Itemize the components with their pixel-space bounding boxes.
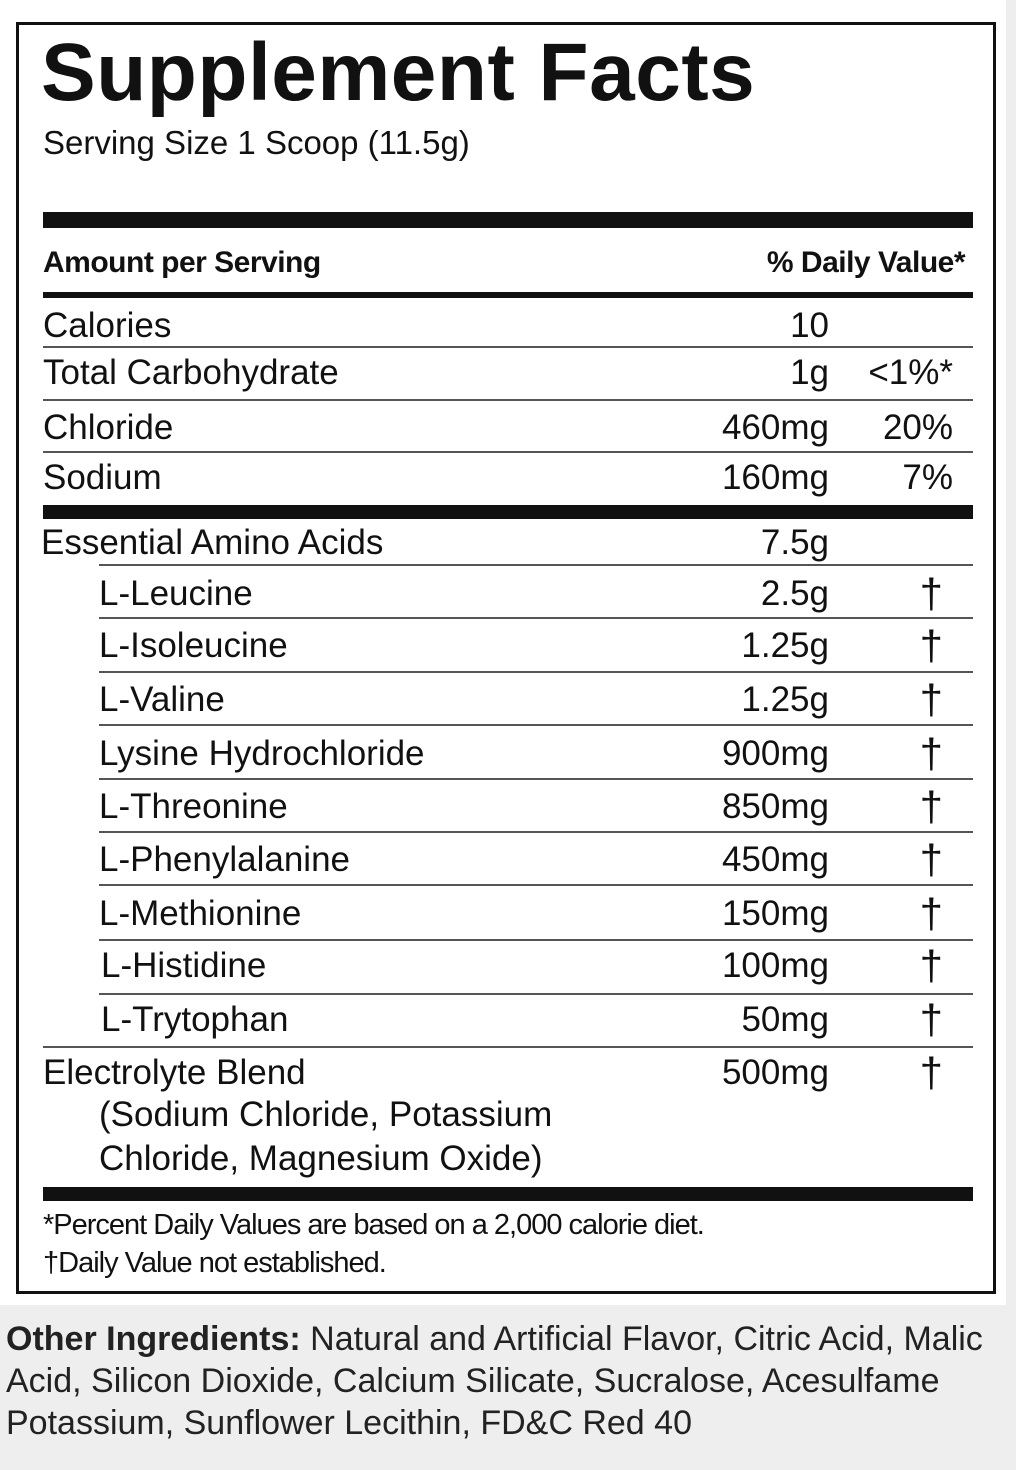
row-divider xyxy=(99,671,973,673)
row-divider xyxy=(99,778,973,780)
eaa-row xyxy=(19,518,973,568)
amino-name: L-Leucine xyxy=(99,574,253,613)
amount-per-serving-header: Amount per Serving xyxy=(43,246,321,279)
amino-amount: 850mg xyxy=(721,787,829,826)
footnote-dagger: †Daily Value not established. xyxy=(43,1247,386,1279)
amino-name: L-Phenylalanine xyxy=(99,840,351,879)
dagger-symbol: † xyxy=(919,783,943,830)
amino-amount: 900mg xyxy=(721,734,829,773)
amino-row-isoleucine xyxy=(19,621,973,671)
row-divider xyxy=(43,399,973,401)
supplement-facts-box xyxy=(16,22,996,1294)
amino-row-valine xyxy=(19,675,973,725)
amino-row-histidine xyxy=(19,941,973,991)
panel-title: Supplement Facts xyxy=(41,27,756,118)
electrolyte-amount: 500mg xyxy=(721,1053,829,1092)
nutrient-name: Chloride xyxy=(43,408,174,447)
amino-row-lysine xyxy=(19,729,973,779)
row-divider xyxy=(99,831,973,833)
row-divider xyxy=(99,564,973,566)
dagger-symbol: † xyxy=(919,622,943,669)
amino-name: Lysine Hydrochloride xyxy=(99,734,425,773)
amino-amount: 2.5g xyxy=(760,574,829,613)
nutrient-name: Sodium xyxy=(43,458,162,497)
eaa-amount: 7.5g xyxy=(760,523,829,562)
dagger-symbol: † xyxy=(919,942,943,989)
other-ingredients xyxy=(6,1318,1010,1444)
eaa-name: Essential Amino Acids xyxy=(41,523,384,562)
amino-row-tryptophan xyxy=(19,995,973,1045)
row-divider xyxy=(99,724,973,726)
serving-size: Serving Size 1 Scoop (11.5g) xyxy=(43,124,470,161)
nutrient-amount: 1g xyxy=(790,353,829,392)
nutrient-dv: <1%* xyxy=(868,353,953,392)
dagger-symbol: † xyxy=(919,570,943,617)
nutrient-dv: 20% xyxy=(882,408,953,447)
nutrient-row-calories xyxy=(19,301,973,351)
amino-row-phenylalanine xyxy=(19,835,973,885)
amino-amount: 100mg xyxy=(721,946,829,985)
thick-rule-middle xyxy=(43,505,973,519)
row-divider xyxy=(99,617,973,619)
electrolyte-row xyxy=(19,1048,973,1098)
dagger-symbol: † xyxy=(919,890,943,937)
amino-name: L-Threonine xyxy=(99,787,288,826)
amino-name: L-Methionine xyxy=(99,894,302,933)
nutrient-row-sodium xyxy=(19,453,973,503)
electrolyte-detail-line2: Chloride, Magnesium Oxide) xyxy=(99,1139,543,1178)
nutrient-amount: 10 xyxy=(790,306,829,345)
thick-rule-top xyxy=(43,212,973,228)
footnote-percent: *Percent Daily Values are based on a 2,000 calorie diet. xyxy=(43,1209,704,1241)
daily-value-header: % Daily Value* xyxy=(766,246,965,279)
nutrient-dv: 7% xyxy=(902,458,953,497)
medium-rule xyxy=(43,292,973,298)
amino-name: L-Histidine xyxy=(101,946,267,985)
dagger-symbol: † xyxy=(919,996,943,1043)
other-ingredients-label: Other Ingredients: xyxy=(6,1320,301,1358)
amino-amount: 450mg xyxy=(721,840,829,879)
electrolyte-name: Electrolyte Blend xyxy=(43,1053,306,1092)
dagger-symbol: † xyxy=(919,836,943,883)
amino-name: L-Trytophan xyxy=(101,1000,289,1039)
nutrient-amount: 160mg xyxy=(721,458,829,497)
amino-name: L-Isoleucine xyxy=(99,626,288,665)
amino-amount: 150mg xyxy=(721,894,829,933)
amino-amount: 1.25g xyxy=(741,626,829,665)
amino-row-leucine xyxy=(19,569,973,619)
amino-row-methionine xyxy=(19,889,973,939)
other-ingredients-text: Natural and Artificial Flavor, Citric Acid, Malic Acid, Silicon Dioxide, Calcium Silicate, Sucralose, Acesulfame Potassium, Sunflower Lecithin, FD&C Red 40 xyxy=(6,1320,983,1442)
nutrient-name: Calories xyxy=(43,306,172,345)
dagger-symbol: † xyxy=(919,730,943,777)
nutrient-name: Total Carbohydrate xyxy=(43,353,339,392)
row-divider xyxy=(99,884,973,886)
amino-amount: 50mg xyxy=(741,1000,829,1039)
dagger-symbol: † xyxy=(919,1049,943,1096)
amino-row-threonine xyxy=(19,782,973,832)
nutrient-amount: 460mg xyxy=(721,408,829,447)
electrolyte-detail-line1: (Sodium Chloride, Potassium xyxy=(99,1095,553,1134)
nutrient-row-carbohydrate xyxy=(19,348,973,398)
amino-amount: 1.25g xyxy=(741,680,829,719)
amino-name: L-Valine xyxy=(99,680,225,719)
thick-rule-bottom xyxy=(43,1187,973,1201)
dagger-symbol: † xyxy=(919,676,943,723)
nutrient-row-chloride xyxy=(19,403,973,453)
